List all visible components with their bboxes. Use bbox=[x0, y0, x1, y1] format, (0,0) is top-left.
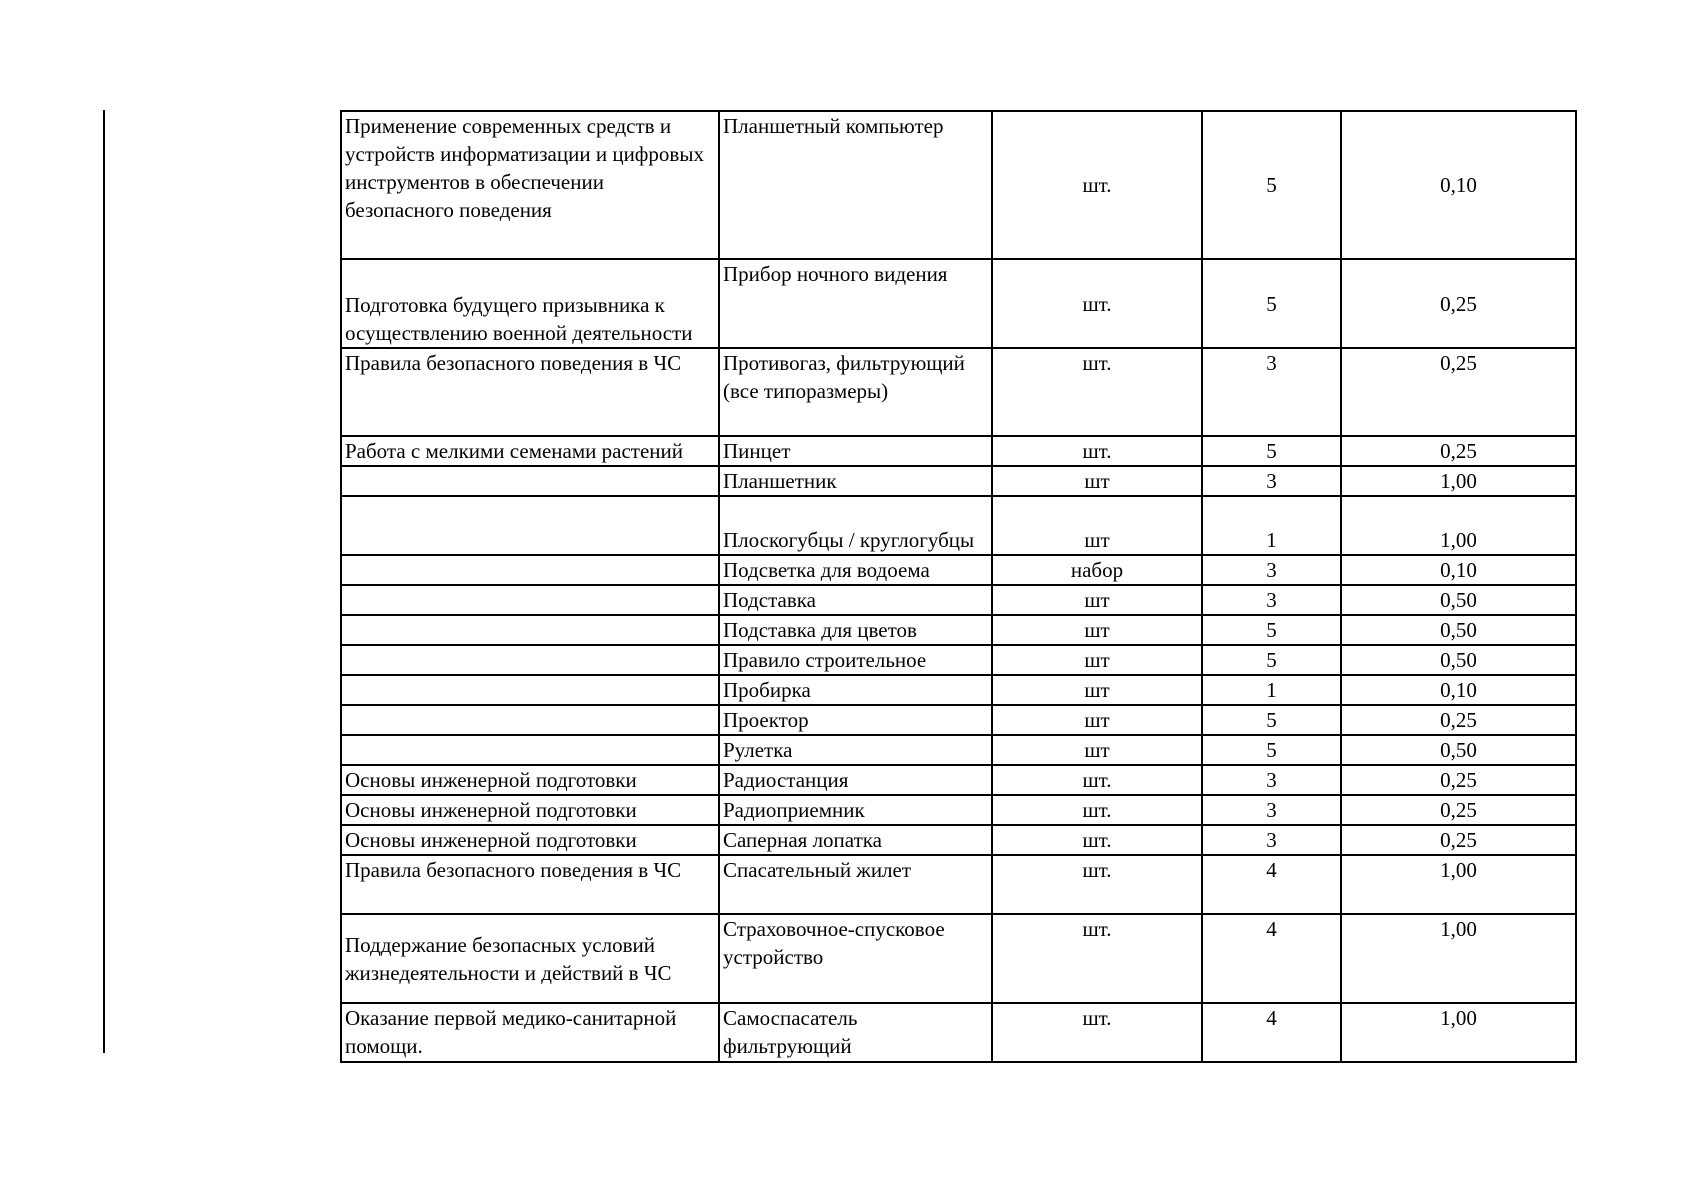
coefficient-cell: 0,50 bbox=[1341, 615, 1576, 645]
item-cell: Противогаз, фильтрующий (все типоразмеры) bbox=[719, 348, 992, 436]
quantity-cell: 1 bbox=[1202, 675, 1341, 705]
item-cell: Спасательный жилет bbox=[719, 855, 992, 914]
coefficient-cell: 0,25 bbox=[1341, 795, 1576, 825]
topic-cell bbox=[341, 615, 719, 645]
page-margin-line bbox=[103, 110, 105, 1053]
coefficient-cell: 1,00 bbox=[1341, 496, 1576, 555]
unit-cell: шт bbox=[992, 675, 1202, 705]
topic-cell: Основы инженерной подготовки bbox=[341, 825, 719, 855]
table-row bbox=[341, 675, 1576, 705]
item-cell: Подсветка для водоема bbox=[719, 555, 992, 585]
unit-cell: шт. bbox=[992, 825, 1202, 855]
table-row bbox=[341, 348, 1576, 436]
topic-cell: Подготовка будущего призывника к осуществлению военной деятельности bbox=[341, 259, 719, 348]
coefficient-cell: 1,00 bbox=[1341, 914, 1576, 1003]
topic-cell: Применение современных средств и устройств информатизации и цифровых инструментов в обеспечении безопасного поведения bbox=[341, 111, 719, 259]
coefficient-cell: 0,10 bbox=[1341, 675, 1576, 705]
item-cell: Пинцет bbox=[719, 436, 992, 466]
coefficient-cell: 1,00 bbox=[1341, 855, 1576, 914]
topic-cell: Основы инженерной подготовки bbox=[341, 795, 719, 825]
quantity-cell: 3 bbox=[1202, 765, 1341, 795]
table-row bbox=[341, 735, 1576, 765]
item-cell: Плоскогубцы / круглогубцы bbox=[719, 496, 992, 555]
table-row bbox=[341, 585, 1576, 615]
item-cell: Подставка bbox=[719, 585, 992, 615]
table-row bbox=[341, 615, 1576, 645]
unit-cell: шт bbox=[992, 705, 1202, 735]
coefficient-cell: 0,50 bbox=[1341, 585, 1576, 615]
topic-cell: Основы инженерной подготовки bbox=[341, 765, 719, 795]
unit-cell: шт bbox=[992, 585, 1202, 615]
table-row bbox=[341, 259, 1576, 348]
item-cell: Прибор ночного видения bbox=[719, 259, 992, 348]
topic-cell: Поддержание безопасных условий жизнедеятельности и действий в ЧС bbox=[341, 914, 719, 1003]
item-cell: Подставка для цветов bbox=[719, 615, 992, 645]
topic-cell bbox=[341, 585, 719, 615]
table-row bbox=[341, 795, 1576, 825]
quantity-cell: 3 bbox=[1202, 466, 1341, 496]
coefficient-cell: 0,10 bbox=[1341, 111, 1576, 259]
table-row bbox=[341, 825, 1576, 855]
quantity-cell: 1 bbox=[1202, 496, 1341, 555]
coefficient-cell: 0,25 bbox=[1341, 825, 1576, 855]
table-row bbox=[341, 765, 1576, 795]
item-cell: Пробирка bbox=[719, 675, 992, 705]
topic-cell: Работа с мелкими семенами растений bbox=[341, 436, 719, 466]
topic-cell: Правила безопасного поведения в ЧС bbox=[341, 348, 719, 436]
item-cell: Проектор bbox=[719, 705, 992, 735]
unit-cell: шт. bbox=[992, 914, 1202, 1003]
unit-cell: шт. bbox=[992, 765, 1202, 795]
table-row bbox=[341, 705, 1576, 735]
quantity-cell: 3 bbox=[1202, 555, 1341, 585]
unit-cell: шт bbox=[992, 496, 1202, 555]
topic-cell: Оказание первой медико-санитарной помощи. bbox=[341, 1003, 719, 1062]
unit-cell: шт bbox=[992, 645, 1202, 675]
item-cell: Самоспасатель фильтрующий bbox=[719, 1003, 992, 1062]
quantity-cell: 4 bbox=[1202, 914, 1341, 1003]
coefficient-cell: 0,25 bbox=[1341, 436, 1576, 466]
unit-cell: шт. bbox=[992, 1003, 1202, 1062]
quantity-cell: 3 bbox=[1202, 795, 1341, 825]
table-row bbox=[341, 1003, 1576, 1062]
quantity-cell: 5 bbox=[1202, 436, 1341, 466]
quantity-cell: 5 bbox=[1202, 259, 1341, 348]
unit-cell: шт bbox=[992, 466, 1202, 496]
unit-cell: набор bbox=[992, 555, 1202, 585]
table-row bbox=[341, 914, 1576, 1003]
quantity-cell: 5 bbox=[1202, 705, 1341, 735]
table-row bbox=[341, 645, 1576, 675]
quantity-cell: 4 bbox=[1202, 855, 1341, 914]
quantity-cell: 5 bbox=[1202, 735, 1341, 765]
quantity-cell: 5 bbox=[1202, 111, 1341, 259]
item-cell: Радиостанция bbox=[719, 765, 992, 795]
table-row bbox=[341, 855, 1576, 914]
topic-cell bbox=[341, 496, 719, 555]
unit-cell: шт. bbox=[992, 348, 1202, 436]
unit-cell: шт. bbox=[992, 795, 1202, 825]
item-cell: Планшетный компьютер bbox=[719, 111, 992, 259]
item-cell: Саперная лопатка bbox=[719, 825, 992, 855]
topic-cell bbox=[341, 675, 719, 705]
table-row bbox=[341, 436, 1576, 466]
topic-cell bbox=[341, 735, 719, 765]
item-cell: Планшетник bbox=[719, 466, 992, 496]
coefficient-cell: 0,25 bbox=[1341, 348, 1576, 436]
quantity-cell: 5 bbox=[1202, 615, 1341, 645]
topic-cell bbox=[341, 705, 719, 735]
quantity-cell: 3 bbox=[1202, 348, 1341, 436]
coefficient-cell: 0,25 bbox=[1341, 705, 1576, 735]
unit-cell: шт bbox=[992, 615, 1202, 645]
coefficient-cell: 0,50 bbox=[1341, 735, 1576, 765]
coefficient-cell: 1,00 bbox=[1341, 466, 1576, 496]
item-cell: Страховочное-спусковое устройство bbox=[719, 914, 992, 1003]
unit-cell: шт. bbox=[992, 436, 1202, 466]
topic-cell bbox=[341, 466, 719, 496]
coefficient-cell: 0,50 bbox=[1341, 645, 1576, 675]
unit-cell: шт bbox=[992, 735, 1202, 765]
quantity-cell: 3 bbox=[1202, 825, 1341, 855]
item-cell: Радиоприемник bbox=[719, 795, 992, 825]
item-cell: Рулетка bbox=[719, 735, 992, 765]
coefficient-cell: 1,00 bbox=[1341, 1003, 1576, 1062]
quantity-cell: 5 bbox=[1202, 645, 1341, 675]
unit-cell: шт. bbox=[992, 111, 1202, 259]
item-cell: Правило строительное bbox=[719, 645, 992, 675]
equipment-table bbox=[340, 110, 1577, 1063]
table-row bbox=[341, 111, 1576, 259]
table-row bbox=[341, 555, 1576, 585]
topic-cell bbox=[341, 555, 719, 585]
coefficient-cell: 0,25 bbox=[1341, 765, 1576, 795]
unit-cell: шт. bbox=[992, 259, 1202, 348]
coefficient-cell: 0,10 bbox=[1341, 555, 1576, 585]
table-row bbox=[341, 466, 1576, 496]
quantity-cell: 4 bbox=[1202, 1003, 1341, 1062]
quantity-cell: 3 bbox=[1202, 585, 1341, 615]
topic-cell bbox=[341, 645, 719, 675]
table-row bbox=[341, 496, 1576, 555]
unit-cell: шт. bbox=[992, 855, 1202, 914]
topic-cell: Правила безопасного поведения в ЧС bbox=[341, 855, 719, 914]
coefficient-cell: 0,25 bbox=[1341, 259, 1576, 348]
